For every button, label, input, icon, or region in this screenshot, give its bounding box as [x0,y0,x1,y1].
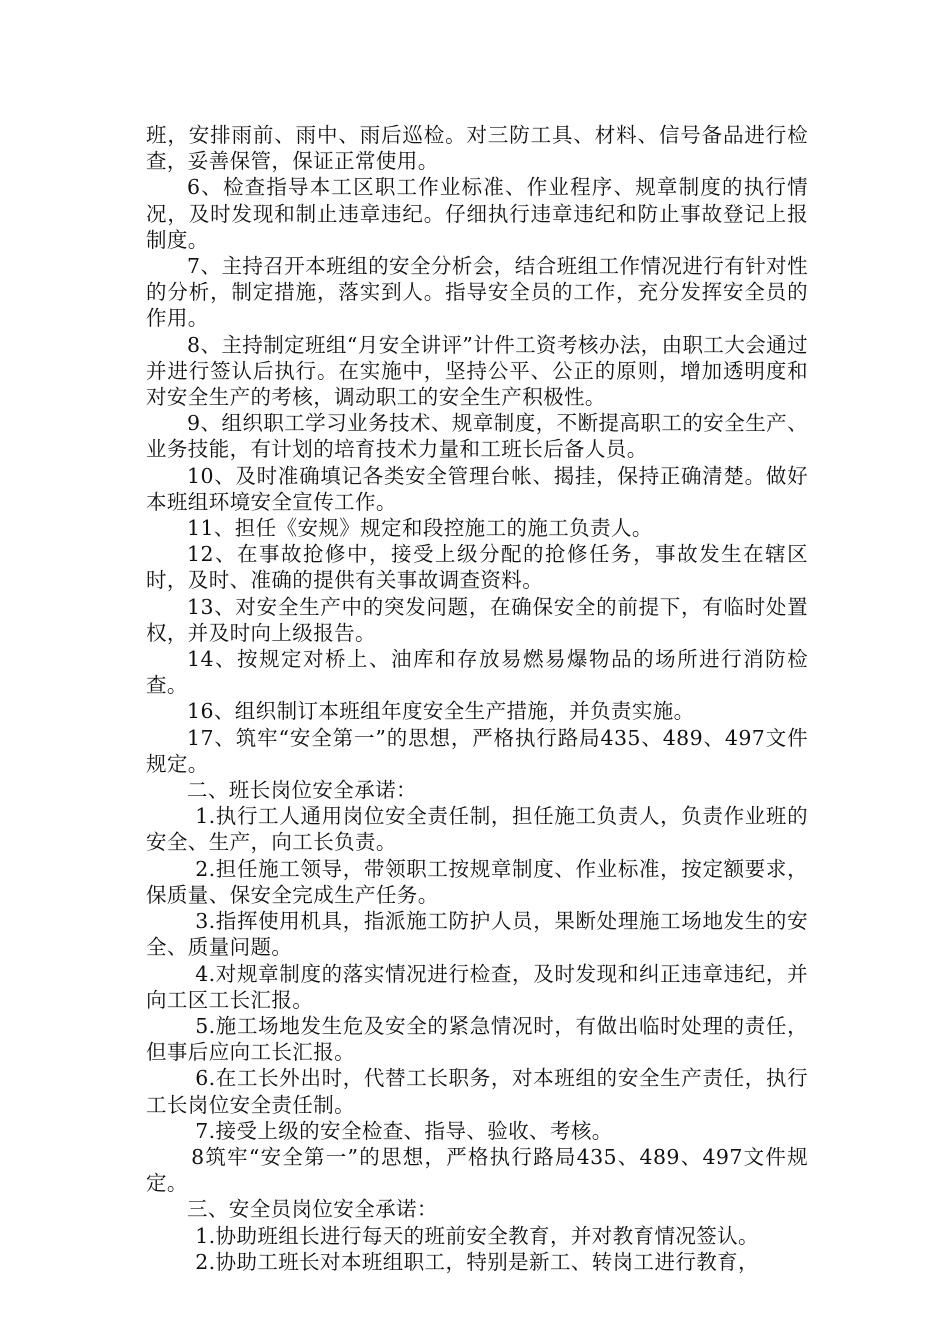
paragraph-item-14: 14、按规定对桥上、油库和存放易燃易爆物品的场所进行消防检查。 [146,647,808,698]
paragraph-item-7: 7、主持召开本班组的安全分析会，结合班组工作情况进行有针对性的分析，制定措施，落实到人。指导安全员的工作，充分发挥安全员的作用。 [146,254,808,331]
team-leader-item-2: 2.担任施工领导，带领职工按规章制度、作业标准，按定额要求，保质量、保安全完成生产任务。 [146,856,808,907]
team-leader-item-4: 4.对规章制度的落实情况进行检查，及时发现和纠正违章违纪，并向工区工长汇报。 [146,961,808,1012]
paragraph-item-11: 11、担任《安规》规定和段控施工的施工负责人。 [187,516,653,541]
section-heading-safety-officer: 三、安全员岗位安全承诺： [187,1197,438,1222]
team-leader-item-1: 1.执行工人通用岗位安全责任制，担任施工负责人，负责作业班的安全、生产，向工长负责。 [146,804,808,855]
safety-officer-item-1: 1.协助班组长进行每天的班前安全教育，并对教育情况签认。 [195,1223,759,1248]
team-leader-item-3: 3.指挥使用机具，指派施工防护人员，果断处理施工场地发生的安全、质量问题。 [146,909,808,960]
paragraph-continuation: 班，安排雨前、雨中、雨后巡检。对三防工具、材料、信号备品进行检查，妥善保管，保证正常使用。 [146,123,808,174]
section-heading-team-leader: 二、班长岗位安全承诺： [187,778,417,803]
team-leader-item-8: 8筑牢“安全第一”的思想，严格执行路局435、489、497文件规定。 [146,1144,808,1196]
paragraph-item-13: 13、对安全生产中的突发问题，在确保安全的前提下，有临时处置权，并及时向上级报告。 [146,594,808,645]
paragraph-item-17: 17、筑牢“安全第一”的思想，严格执行路局435、489、497文件规定。 [146,725,808,776]
team-leader-item-5: 5.施工场地发生危及安全的紧急情况时，有做出临时处理的责任，但事后应向工长汇报。 [146,1013,808,1065]
paragraph-item-6: 6、检查指导本工区职工作业标准、作业程序、规章制度的执行情况，及时发现和制止违章违纪。仔细执行违章违纪和防止事故登记上报制度。 [146,175,808,252]
document-body [146,122,808,1275]
paragraph-item-10: 10、及时准确填记各类安全管理台帐、揭挂，保持正确清楚。做好本班组环境安全宣传工作。 [146,463,808,514]
paragraph-item-16: 16、组织制订本班组年度安全生产措施，并负责实施。 [187,699,695,724]
team-leader-item-7: 7.接受上级的安全检查、指导、验收、考核。 [195,1118,613,1143]
team-leader-item-6: 6.在工长外出时，代替工长职务，对本班组的安全生产责任，执行工长岗位安全责任制。 [146,1066,808,1117]
paragraph-item-9: 9、组织职工学习业务技术、规章制度，不断提高职工的安全生产、业务技能，有计划的培育技术力量和工班长后备人员。 [146,411,808,462]
paragraph-item-12: 12、在事故抢修中，接受上级分配的抢修任务，事故发生在辖区时，及时、准确的提供有关事故调查资料。 [146,542,808,593]
safety-officer-item-2: 2.协助工班长对本班组职工，特别是新工、转岗工进行教育， [195,1249,759,1274]
paragraph-item-8: 8、主持制定班组“月安全讲评”计件工资考核办法，由职工大会通过并进行签认后执行。在实施中，坚持公平、公正的原则，增加透明度和对安全生产的考核，调动职工的安全生产积极性。 [146,332,808,410]
